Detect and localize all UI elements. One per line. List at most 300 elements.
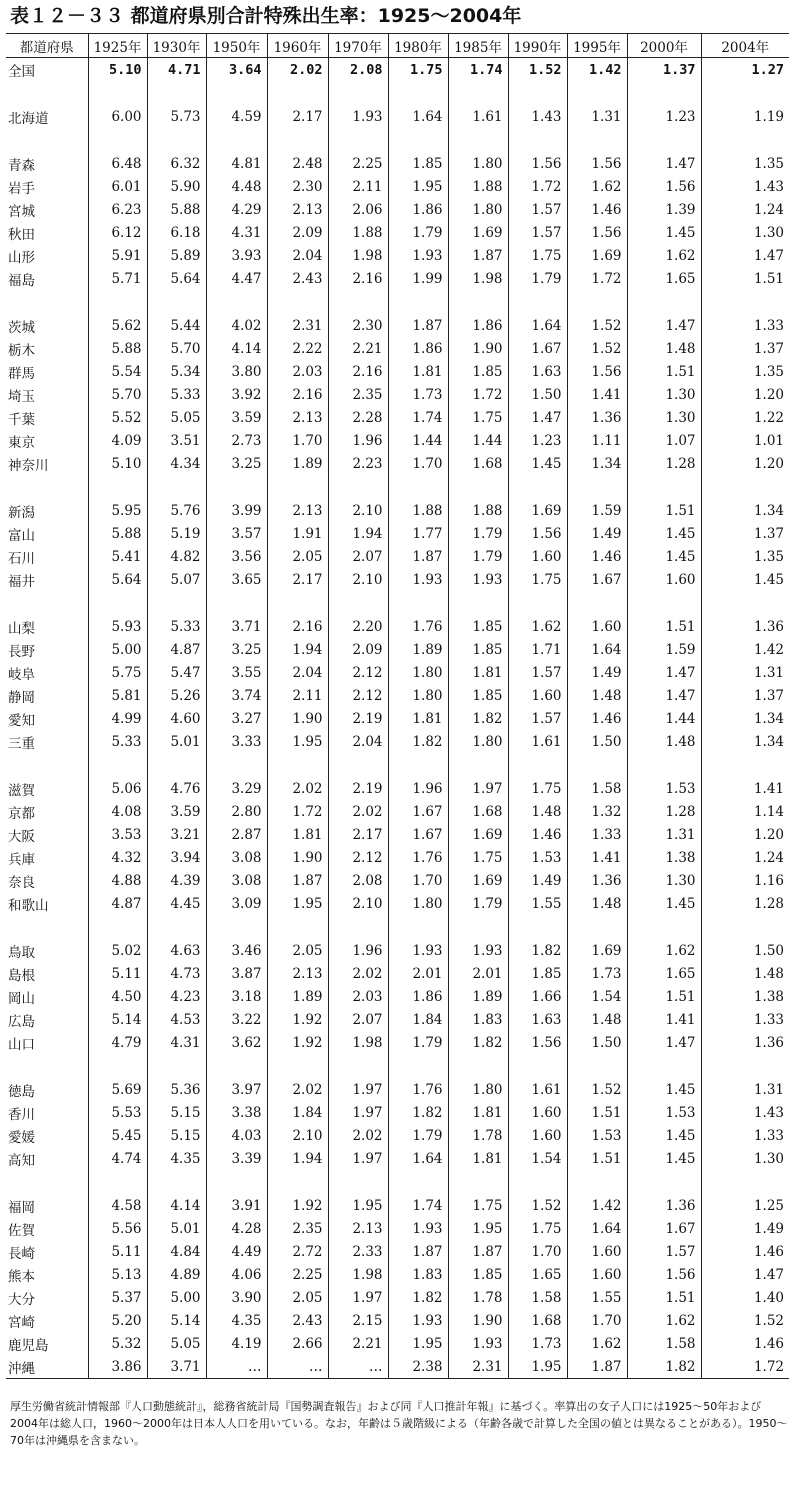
rate-cell: 1.20 <box>701 452 789 475</box>
rate-cell: 1.82 <box>388 730 448 753</box>
rate-cell <box>206 591 267 615</box>
table-row <box>6 1309 789 1332</box>
rate-cell: 2.43 <box>267 267 328 290</box>
rate-cell: 1.60 <box>627 568 701 591</box>
rate-cell: 1.67 <box>388 823 448 846</box>
rate-cell: 1.11 <box>567 429 627 452</box>
rate-cell: 1.83 <box>388 1263 448 1286</box>
rate-cell: 5.32 <box>88 1332 147 1355</box>
rate-cell <box>627 1170 701 1194</box>
rate-cell: 2.09 <box>328 638 388 661</box>
rate-cell: 1.60 <box>508 684 567 707</box>
rate-cell: 4.02 <box>206 314 267 337</box>
rate-cell: 1.72 <box>448 383 508 406</box>
rate-cell: 2.10 <box>328 892 388 915</box>
rate-cell <box>448 81 508 105</box>
prefecture-name: 沖縄 <box>6 1355 88 1379</box>
rate-cell: 1.88 <box>448 499 508 522</box>
rate-cell: 1.51 <box>701 267 789 290</box>
rate-cell <box>328 753 388 777</box>
rate-cell: 5.91 <box>88 244 147 267</box>
rate-cell: 1.97 <box>328 1147 388 1170</box>
rate-cell <box>267 1054 328 1078</box>
rate-cell: 1.97 <box>328 1101 388 1124</box>
rate-cell: 1.37 <box>701 337 789 360</box>
rate-cell: 4.76 <box>147 777 206 800</box>
rate-cell: 2.16 <box>328 360 388 383</box>
rate-cell: 3.64 <box>206 58 267 82</box>
rate-cell: 1.94 <box>328 522 388 545</box>
rate-cell: 2.02 <box>267 58 328 82</box>
rate-cell: 1.81 <box>388 360 448 383</box>
rate-cell: 3.97 <box>206 1078 267 1101</box>
prefecture-name <box>6 591 88 615</box>
header-year: 1970年 <box>328 34 388 58</box>
rate-cell <box>328 475 388 499</box>
rate-cell: 1.68 <box>508 1309 567 1332</box>
rate-cell: 1.56 <box>508 1031 567 1054</box>
rate-cell <box>88 290 147 314</box>
rate-cell: 5.14 <box>88 1008 147 1031</box>
rate-cell: 5.95 <box>88 499 147 522</box>
rate-cell: 1.77 <box>388 522 448 545</box>
rate-cell: 1.66 <box>508 985 567 1008</box>
prefecture-name <box>6 128 88 152</box>
rate-cell <box>388 128 448 152</box>
rate-cell: 1.34 <box>701 707 789 730</box>
rate-cell: 2.22 <box>267 337 328 360</box>
rate-cell: 1.96 <box>328 939 388 962</box>
rate-cell: 1.72 <box>267 800 328 823</box>
rate-cell: 1.51 <box>627 1286 701 1309</box>
rate-cell: 1.73 <box>388 383 448 406</box>
rate-cell: 2.08 <box>328 58 388 82</box>
rate-cell <box>388 591 448 615</box>
rate-cell: 2.05 <box>267 939 328 962</box>
rate-cell <box>448 1054 508 1078</box>
rate-cell: 1.51 <box>567 1101 627 1124</box>
rate-cell: 1.39 <box>627 198 701 221</box>
rate-cell: 1.35 <box>701 545 789 568</box>
prefecture-name: 富山 <box>8 527 35 544</box>
rate-cell: 5.70 <box>147 337 206 360</box>
prefecture-name: 青森 <box>8 157 35 174</box>
rate-cell: 4.29 <box>206 198 267 221</box>
prefecture-name: 兵庫 <box>8 851 35 868</box>
rate-cell <box>147 591 206 615</box>
rate-cell: 1.48 <box>627 730 701 753</box>
rate-cell: 1.23 <box>508 429 567 452</box>
rate-cell <box>567 753 627 777</box>
table-row <box>6 1078 789 1101</box>
rate-cell: 4.28 <box>206 1217 267 1240</box>
header-year: 1960年 <box>267 34 328 58</box>
rate-cell: 1.51 <box>627 985 701 1008</box>
rate-cell: 1.86 <box>388 985 448 1008</box>
prefecture-name: 愛知 <box>8 712 35 729</box>
table-row <box>6 869 789 892</box>
table-row <box>6 800 789 823</box>
rate-cell: 1.82 <box>388 1286 448 1309</box>
prefecture-name: 奈良 <box>8 874 35 891</box>
rate-cell <box>508 1170 567 1194</box>
rate-cell: 1.73 <box>567 962 627 985</box>
prefecture-name: 北海道 <box>8 110 49 127</box>
rate-cell: 5.41 <box>88 545 147 568</box>
rate-cell: 1.82 <box>448 707 508 730</box>
rate-cell <box>627 81 701 105</box>
rate-cell: 1.44 <box>627 707 701 730</box>
prefecture-name: 新潟 <box>8 504 35 521</box>
rate-cell: 1.46 <box>567 545 627 568</box>
rate-cell: 1.56 <box>567 152 627 175</box>
rate-cell: 1.82 <box>388 1101 448 1124</box>
rate-cell: 1.48 <box>567 684 627 707</box>
table-row <box>6 406 789 429</box>
rate-cell: 5.90 <box>147 175 206 198</box>
spacer-row <box>6 1054 789 1078</box>
prefecture-name: 東京 <box>8 434 35 451</box>
rate-cell: 2.08 <box>328 869 388 892</box>
rate-cell: 5.19 <box>147 522 206 545</box>
rate-cell: 1.46 <box>567 198 627 221</box>
rate-cell: 1.80 <box>388 684 448 707</box>
rate-cell: 1.46 <box>567 707 627 730</box>
rate-cell: 2.01 <box>388 962 448 985</box>
rate-cell <box>267 591 328 615</box>
rate-cell: 1.51 <box>627 615 701 638</box>
rate-cell: 1.50 <box>508 383 567 406</box>
rate-cell: 1.56 <box>627 1263 701 1286</box>
table-row <box>6 568 789 591</box>
rate-cell: 1.62 <box>567 1332 627 1355</box>
table-row <box>6 314 789 337</box>
rate-cell <box>88 753 147 777</box>
rate-cell: 1.81 <box>448 1147 508 1170</box>
rate-cell: 1.78 <box>448 1286 508 1309</box>
rate-cell: 1.70 <box>267 429 328 452</box>
rate-cell <box>448 915 508 939</box>
rate-cell: 1.60 <box>508 1101 567 1124</box>
rate-cell: 4.34 <box>147 452 206 475</box>
rate-cell: 2.31 <box>448 1355 508 1379</box>
rate-cell: 1.97 <box>328 1286 388 1309</box>
rate-cell: 2.12 <box>328 684 388 707</box>
rate-cell <box>448 753 508 777</box>
rate-cell: 5.71 <box>88 267 147 290</box>
rate-cell: 3.94 <box>147 846 206 869</box>
rate-cell: 1.59 <box>627 638 701 661</box>
rate-cell <box>627 1054 701 1078</box>
rate-cell: 1.90 <box>448 1309 508 1332</box>
spacer-row <box>6 753 789 777</box>
rate-cell: 5.14 <box>147 1309 206 1332</box>
rate-cell: 4.31 <box>206 221 267 244</box>
rate-cell: 1.94 <box>267 1147 328 1170</box>
rate-cell: 1.30 <box>627 406 701 429</box>
rate-cell <box>147 1054 206 1078</box>
prefecture-name: 広島 <box>8 1013 35 1030</box>
rate-cell: 1.55 <box>567 1286 627 1309</box>
rate-cell: 1.24 <box>701 198 789 221</box>
rate-cell: 2.16 <box>328 267 388 290</box>
rate-cell: 1.98 <box>328 1031 388 1054</box>
rate-cell: 1.53 <box>627 777 701 800</box>
rate-cell: 1.14 <box>701 800 789 823</box>
table-row <box>6 1263 789 1286</box>
rate-cell: 1.93 <box>388 1309 448 1332</box>
table-row <box>6 962 789 985</box>
table-row <box>6 939 789 962</box>
rate-cell: 4.23 <box>147 985 206 1008</box>
rate-cell: 1.47 <box>627 1031 701 1054</box>
rate-cell: 2.30 <box>328 314 388 337</box>
rate-cell: 1.45 <box>508 452 567 475</box>
rate-cell: 1.62 <box>567 175 627 198</box>
rate-cell: 1.34 <box>567 452 627 475</box>
rate-cell: 1.51 <box>627 360 701 383</box>
rate-cell: 1.45 <box>627 221 701 244</box>
rate-cell: 1.56 <box>627 175 701 198</box>
rate-cell: 1.33 <box>567 823 627 846</box>
rate-cell: 1.07 <box>627 429 701 452</box>
rate-cell: 1.45 <box>627 1124 701 1147</box>
rate-cell: 1.50 <box>701 939 789 962</box>
rate-cell <box>328 128 388 152</box>
prefecture-name: 京都 <box>8 805 35 822</box>
rate-cell: 2.11 <box>328 175 388 198</box>
rate-cell: 1.62 <box>627 939 701 962</box>
rate-cell: 1.61 <box>508 1078 567 1101</box>
rate-cell: 5.56 <box>88 1217 147 1240</box>
rate-cell: 4.79 <box>88 1031 147 1054</box>
rate-cell: 1.68 <box>448 800 508 823</box>
rate-cell: 5.53 <box>88 1101 147 1124</box>
rate-cell: 1.69 <box>448 869 508 892</box>
rate-cell <box>448 475 508 499</box>
table-row <box>6 152 789 175</box>
table-row <box>6 1147 789 1170</box>
rate-cell: 1.85 <box>388 152 448 175</box>
rate-cell: 4.73 <box>147 962 206 985</box>
rate-cell: 1.59 <box>567 499 627 522</box>
rate-cell: 1.41 <box>701 777 789 800</box>
table-row <box>6 985 789 1008</box>
rate-cell: 1.67 <box>567 568 627 591</box>
prefecture-name <box>6 915 88 939</box>
rate-cell: 1.76 <box>388 846 448 869</box>
rate-cell: 3.93 <box>206 244 267 267</box>
rate-cell: 2.12 <box>328 846 388 869</box>
rate-cell: 1.31 <box>701 661 789 684</box>
rate-cell: 4.84 <box>147 1240 206 1263</box>
rate-cell: 3.71 <box>206 615 267 638</box>
rate-cell: 1.75 <box>508 568 567 591</box>
rate-cell: 5.70 <box>88 383 147 406</box>
rate-cell: 1.90 <box>267 846 328 869</box>
rate-cell: 1.88 <box>388 499 448 522</box>
rate-cell: 2.17 <box>267 568 328 591</box>
rate-cell: 1.23 <box>627 105 701 128</box>
rate-cell: 1.95 <box>388 1332 448 1355</box>
rate-cell: 3.46 <box>206 939 267 962</box>
rate-cell: 4.53 <box>147 1008 206 1031</box>
table-row <box>6 58 789 82</box>
rate-cell: 1.47 <box>627 152 701 175</box>
header-year: 1930年 <box>147 34 206 58</box>
rate-cell: 1.47 <box>701 1263 789 1286</box>
rate-cell: 1.28 <box>627 800 701 823</box>
rate-cell: 1.86 <box>448 314 508 337</box>
rate-cell <box>567 915 627 939</box>
rate-cell: 2.15 <box>328 1309 388 1332</box>
rate-cell: 1.43 <box>701 1101 789 1124</box>
prefecture-name: 福井 <box>8 573 35 590</box>
rate-cell: 5.11 <box>88 1240 147 1263</box>
rate-cell: 1.96 <box>328 429 388 452</box>
rate-cell: 5.47 <box>147 661 206 684</box>
rate-cell: 1.95 <box>508 1355 567 1379</box>
rate-cell: 1.85 <box>448 1263 508 1286</box>
rate-cell: 5.01 <box>147 1217 206 1240</box>
rate-cell: 4.81 <box>206 152 267 175</box>
rate-cell: 1.95 <box>448 1217 508 1240</box>
rate-cell: 1.44 <box>448 429 508 452</box>
prefecture-name: 岩手 <box>8 180 35 197</box>
rate-cell: 1.53 <box>567 1124 627 1147</box>
rate-cell: 2.23 <box>328 452 388 475</box>
rate-cell: 1.49 <box>567 661 627 684</box>
rate-cell <box>328 915 388 939</box>
rate-cell: 2.11 <box>267 684 328 707</box>
rate-cell <box>88 1054 147 1078</box>
rate-cell: 1.80 <box>388 661 448 684</box>
table-row <box>6 638 789 661</box>
header-year: 2000年 <box>627 34 701 58</box>
rate-cell: 1.33 <box>701 1008 789 1031</box>
rate-cell: 2.17 <box>328 823 388 846</box>
rate-cell: 5.33 <box>147 383 206 406</box>
rate-cell <box>701 591 789 615</box>
rate-cell: 1.74 <box>448 58 508 82</box>
rate-cell: 5.00 <box>147 1286 206 1309</box>
rate-cell: 1.52 <box>508 58 567 82</box>
rate-cell: 2.04 <box>267 661 328 684</box>
rate-cell <box>701 915 789 939</box>
rate-cell <box>267 81 328 105</box>
rate-cell: 1.80 <box>448 730 508 753</box>
rate-cell: 1.57 <box>627 1240 701 1263</box>
rate-cell: 3.18 <box>206 985 267 1008</box>
rate-cell <box>701 1054 789 1078</box>
prefecture-name: 大分 <box>8 1291 35 1308</box>
rate-cell: 2.02 <box>267 777 328 800</box>
prefecture-name: 滋賀 <box>8 782 35 799</box>
rate-cell: 1.92 <box>267 1008 328 1031</box>
rate-cell: 1.30 <box>627 383 701 406</box>
table-row <box>6 499 789 522</box>
rate-cell: 3.86 <box>88 1355 147 1379</box>
rate-cell <box>567 1170 627 1194</box>
rate-cell: 6.48 <box>88 152 147 175</box>
rate-cell: 1.85 <box>448 638 508 661</box>
rate-cell: 4.35 <box>147 1147 206 1170</box>
rate-cell <box>88 591 147 615</box>
rate-cell: 5.64 <box>88 568 147 591</box>
rate-cell: 1.76 <box>388 615 448 638</box>
rate-cell: 5.05 <box>147 1332 206 1355</box>
rate-cell <box>88 81 147 105</box>
rate-cell: 1.58 <box>627 1332 701 1355</box>
rate-cell: 1.97 <box>448 777 508 800</box>
rate-cell: 1.89 <box>267 985 328 1008</box>
rate-cell: 1.31 <box>567 105 627 128</box>
table-row <box>6 1355 789 1379</box>
rate-cell: 1.87 <box>388 1240 448 1263</box>
rate-cell: 1.64 <box>388 1147 448 1170</box>
rate-cell: 1.36 <box>627 1194 701 1217</box>
rate-cell: 5.88 <box>88 522 147 545</box>
table-row <box>6 105 789 128</box>
rate-cell: 1.82 <box>627 1355 701 1379</box>
prefecture-name: 愛媛 <box>8 1129 35 1146</box>
rate-cell: 1.79 <box>448 892 508 915</box>
table-row <box>6 1008 789 1031</box>
rate-cell: 1.53 <box>627 1101 701 1124</box>
rate-cell: 1.84 <box>267 1101 328 1124</box>
rate-cell <box>147 753 206 777</box>
table-row <box>6 1031 789 1054</box>
rate-cell: 5.93 <box>88 615 147 638</box>
header-year: 2004年 <box>701 34 789 58</box>
rate-cell: 1.31 <box>701 1078 789 1101</box>
rate-cell: 1.34 <box>701 730 789 753</box>
rate-cell: 2.10 <box>267 1124 328 1147</box>
table-row <box>6 1101 789 1124</box>
rate-cell: 1.33 <box>701 1124 789 1147</box>
rate-cell: 4.06 <box>206 1263 267 1286</box>
rate-cell: 1.85 <box>448 684 508 707</box>
rate-cell: 5.81 <box>88 684 147 707</box>
rate-cell: 1.80 <box>448 152 508 175</box>
rate-cell: 1.64 <box>567 1217 627 1240</box>
rate-cell: 4.88 <box>88 869 147 892</box>
rate-cell <box>267 1170 328 1194</box>
rate-cell: 1.74 <box>388 1194 448 1217</box>
rate-cell <box>388 290 448 314</box>
rate-cell: 1.53 <box>508 846 567 869</box>
rate-cell: 1.99 <box>388 267 448 290</box>
prefecture-name: 香川 <box>8 1106 35 1123</box>
rate-cell: 5.26 <box>147 684 206 707</box>
rate-cell: 5.64 <box>147 267 206 290</box>
rate-cell: 1.88 <box>448 175 508 198</box>
rate-cell <box>627 915 701 939</box>
rate-cell: 2.35 <box>328 383 388 406</box>
rate-cell: 5.52 <box>88 406 147 429</box>
prefecture-name: 石川 <box>8 550 35 567</box>
prefecture-name: 熊本 <box>8 1268 35 1285</box>
prefecture-name: 和歌山 <box>8 897 49 914</box>
rate-cell: 1.80 <box>448 198 508 221</box>
prefecture-name: 神奈川 <box>8 457 49 474</box>
rate-cell <box>627 753 701 777</box>
rate-cell: … <box>206 1355 267 1379</box>
rate-cell <box>701 475 789 499</box>
rate-cell: 1.80 <box>388 892 448 915</box>
rate-cell: 1.75 <box>448 846 508 869</box>
rate-cell: 1.93 <box>388 939 448 962</box>
